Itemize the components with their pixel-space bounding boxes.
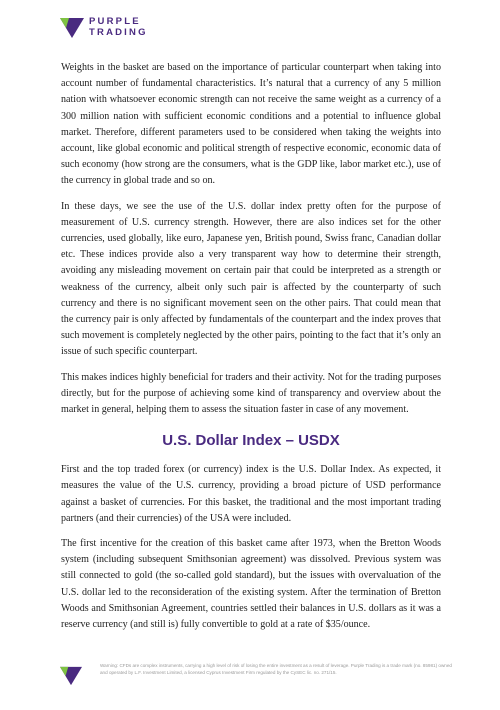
logo-wordmark: PURPLE TRADING	[89, 16, 148, 38]
paragraph: The first incentive for the creation of this basket came after 1973, when the Bretton Woods system (including subsequent Smithsonian agreement) was dissolved. Previous system was still connected to gold (the so-called gold standard), but the issues with overvaluation of the U.S. dollar led to the reconsideration of the existing system. After the termination of Bretton Woods and Smithsonian Agreement, countries settled their balances in U.S. dollars as it was a reserve currency (and still is) fully convertible to gold at a rate of $35/ounce.	[61, 538, 441, 631]
document-body	[61, 60, 441, 642]
page-footer	[60, 663, 460, 703]
paragraph: This makes indices highly beneficial for traders and their activity. Not for the trading purposes directly, but for the purpose of achieving some kind of transparency and overview about the market in general, helping them to assess the situation faster in case of any movement.	[61, 371, 441, 416]
purple-trading-logo	[60, 14, 190, 44]
paragraph: First and the top traded forex (or currency) index is the U.S. Dollar Index. As expected, it measures the value of the U.S. currency, providing a broad picture of USD performance against a basket of currencies. For this basket, the traditional and the most important trading partners (and their currencies) of the USA were included.	[61, 464, 441, 524]
risk-disclaimer: Warning: CFDs are complex instruments, carrying a high level of risk of losing the entire investment as a result of leverage. Purple Trading is a trade mark (no. 85981) owned and operated by L.F. Investment Limited, a licensed Cyprus Investment Firm regulated by the CySEC lic. no. 271/15.	[100, 663, 452, 675]
purple-trading-chevron-logo-icon	[60, 16, 84, 40]
section-heading: U.S. Dollar Index – USDX	[162, 432, 340, 450]
paragraph: In these days, we see the use of the U.S. dollar index pretty often for the purpose of measurement of U.S. currency strength. However, there are also indices set for the other currencies, used globally, like euro, Japanese yen, British pound, Swiss franc, Canadian dollar etc. These indices provide also a very transparent way how to determine their strength, avoiding any misleading movement on certain pair that could be interpreted as a strength or weakness of the currency, albeit only such pair is affected by the counterparty of such currency and there is no significant movement seen on the other pairs. That could mean that the currency pair is only affected by fundamentals of the counterpart and the index proves that such movement is completely neglected by the other pairs, pointing to the fact that it’s only an issue of such specific counterpart.	[61, 200, 441, 358]
purple-trading-chevron-logo-icon	[60, 665, 82, 687]
paragraph: Weights in the basket are based on the importance of particular counterpart when taking into account number of fundamental characteristics. It’s natural that a currency of any 5 million nation with whatsoever economic strength can not receive the same weight as a currency of a 300 million nation with sufficient economic conditions and a potential to influence global market. Therefore, different parameters used to be considered when taking the weights into account, like global economic and political strength of respective economic, economic data of such economy (how strong are the consumers, what is the GDP like, labor market etc.), use of the currency in global trade and so on.	[61, 62, 441, 187]
